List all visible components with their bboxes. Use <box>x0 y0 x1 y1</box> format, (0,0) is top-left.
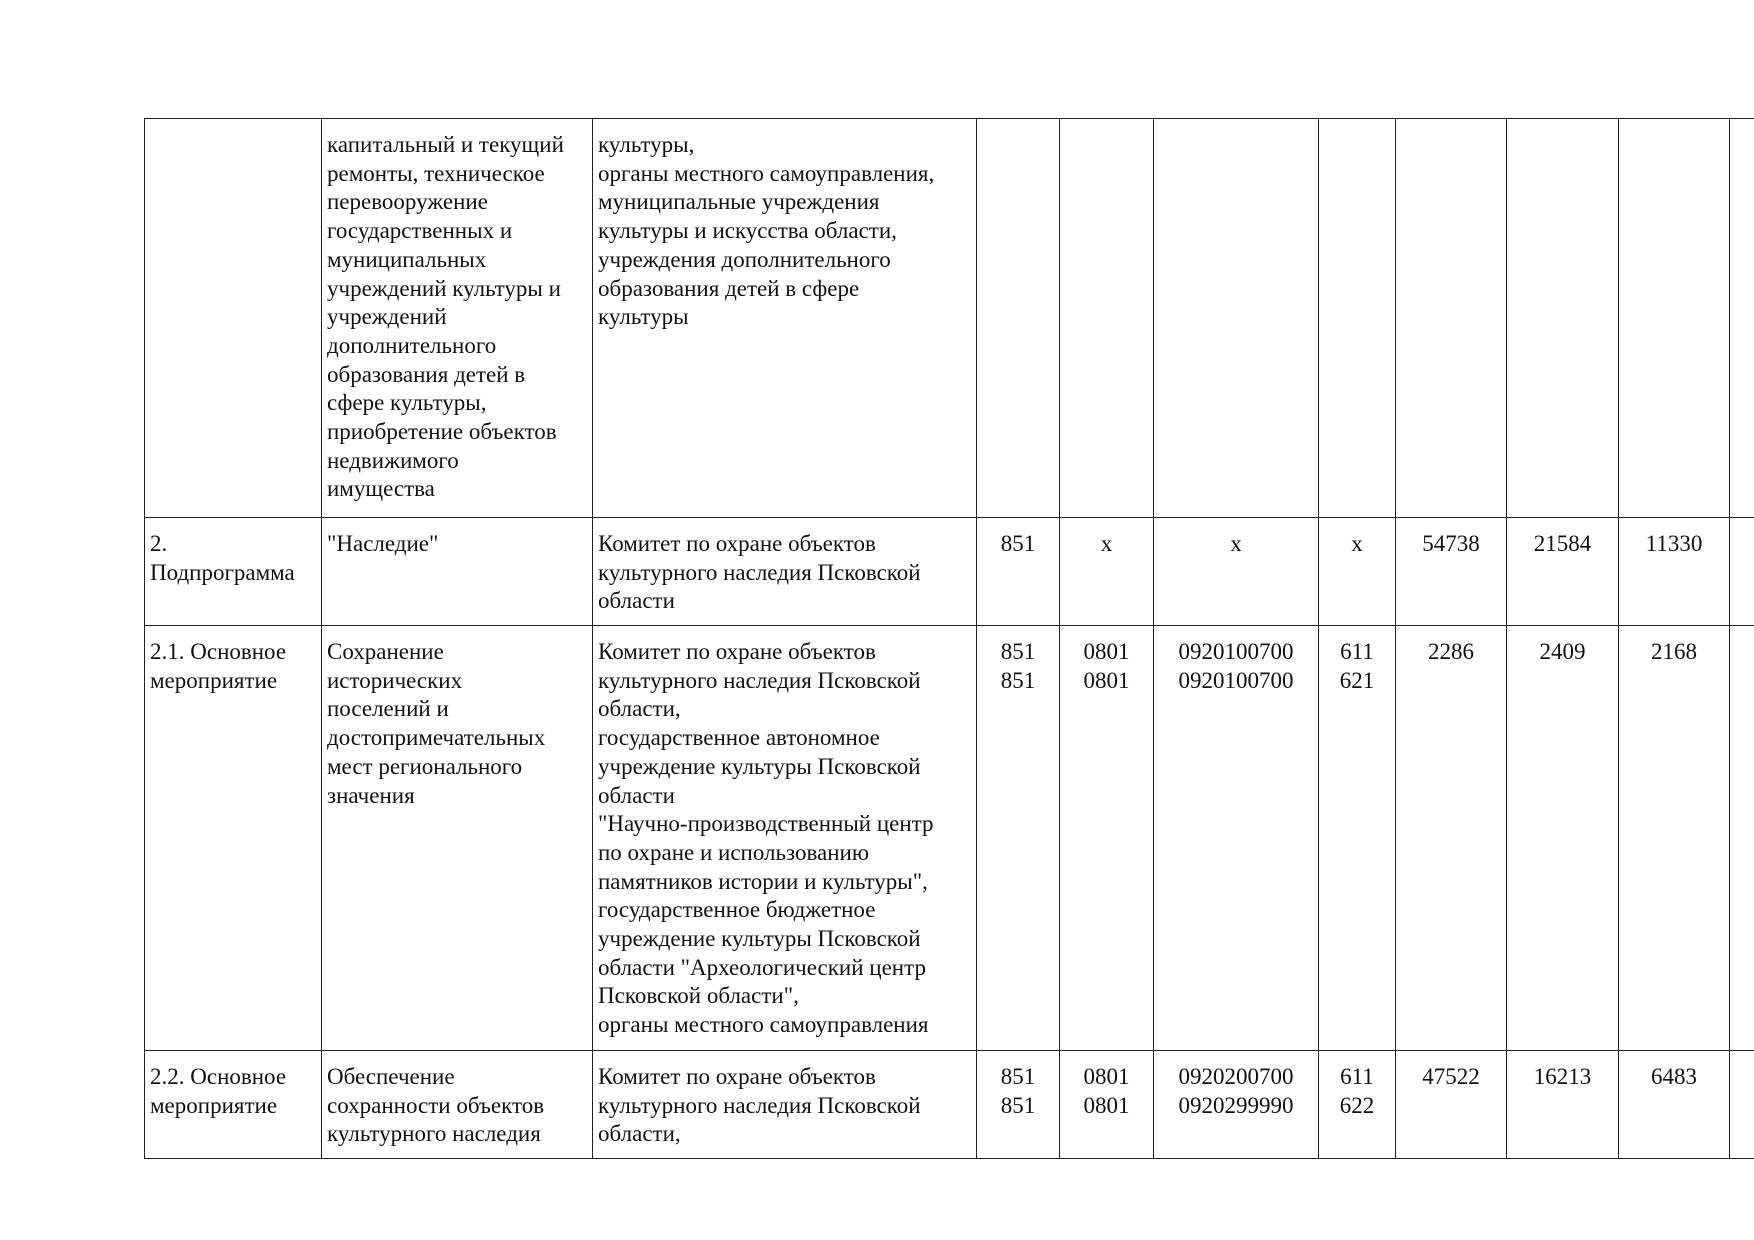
cell-value-1: 2286 <box>1396 626 1507 1051</box>
cell-executor: Комитет по охране объектов культурного наследия Псковской области, <box>593 1051 977 1159</box>
cell-csr: 0920100700 0920100700 <box>1154 626 1319 1051</box>
cell-name: капитальный и текущий ремонты, техническое перевооружение государственных и муниципальных учреждений культуры и учреждений дополнительного образования детей в сфере культуры, приобретение объектов недвижимого имущества <box>322 119 593 518</box>
cell-grbs: 851 <box>977 518 1060 626</box>
cell-cut-off <box>1730 119 1754 518</box>
cell-rz-pr: x <box>1060 518 1154 626</box>
cell-value-2 <box>1507 119 1619 518</box>
cell-vr: 611 622 <box>1319 1051 1396 1159</box>
table-row <box>145 518 1754 626</box>
cell-value-2: 21584 <box>1507 518 1619 626</box>
cell-value-1: 47522 <box>1396 1051 1507 1159</box>
cell-value-2: 16213 <box>1507 1051 1619 1159</box>
cell-grbs: 851 851 <box>977 626 1060 1051</box>
cell-value-1: 54738 <box>1396 518 1507 626</box>
cell-status: 2.1. Основное мероприятие <box>145 626 322 1051</box>
cell-grbs: 851 851 <box>977 1051 1060 1159</box>
cell-cut-off <box>1730 626 1754 1051</box>
cell-value-3 <box>1619 119 1730 518</box>
cell-grbs <box>977 119 1060 518</box>
cell-csr <box>1154 119 1319 518</box>
cell-status: 2. Подпрограмма <box>145 518 322 626</box>
cell-executor: культуры, органы местного самоуправления, муниципальные учреждения культуры и искусства области, учреждения дополнительного образования детей в сфере культуры <box>593 119 977 518</box>
cell-status <box>145 119 322 518</box>
cell-rz-pr <box>1060 119 1154 518</box>
cell-vr <box>1319 119 1396 518</box>
cell-rz-pr: 0801 0801 <box>1060 1051 1154 1159</box>
cell-value-3: 2168 <box>1619 626 1730 1051</box>
cell-cut-off <box>1730 518 1754 626</box>
table-row <box>145 626 1754 1051</box>
cell-status: 2.2. Основное мероприятие <box>145 1051 322 1159</box>
cell-executor: Комитет по охране объектов культурного наследия Псковской области <box>593 518 977 626</box>
cell-name: Сохранение исторических поселений и достопримечательных мест регионального значения <box>322 626 593 1051</box>
cell-csr: 0920200700 0920299990 <box>1154 1051 1319 1159</box>
cell-value-3: 11330 <box>1619 518 1730 626</box>
cell-value-2: 2409 <box>1507 626 1619 1051</box>
table-row <box>145 119 1754 518</box>
cell-rz-pr: 0801 0801 <box>1060 626 1154 1051</box>
table-row <box>145 1051 1754 1159</box>
program-table <box>144 118 1754 1159</box>
cell-executor: Комитет по охране объектов культурного наследия Псковской области, государственное автономное учреждение культуры Псковской области "Научно-производственный центр по охране и использованию памятников истории и культуры", государственное бюджетное учреждение культуры Псковской области "Археологический центр Псковской области", органы местного самоуправления <box>593 626 977 1051</box>
cell-cut-off <box>1730 1051 1754 1159</box>
cell-name: Обеспечение сохранности объектов культурного наследия <box>322 1051 593 1159</box>
cell-csr: x <box>1154 518 1319 626</box>
cell-value-3: 6483 <box>1619 1051 1730 1159</box>
cell-vr: 611 621 <box>1319 626 1396 1051</box>
cell-value-1 <box>1396 119 1507 518</box>
cell-name: "Наследие" <box>322 518 593 626</box>
cell-vr: x <box>1319 518 1396 626</box>
